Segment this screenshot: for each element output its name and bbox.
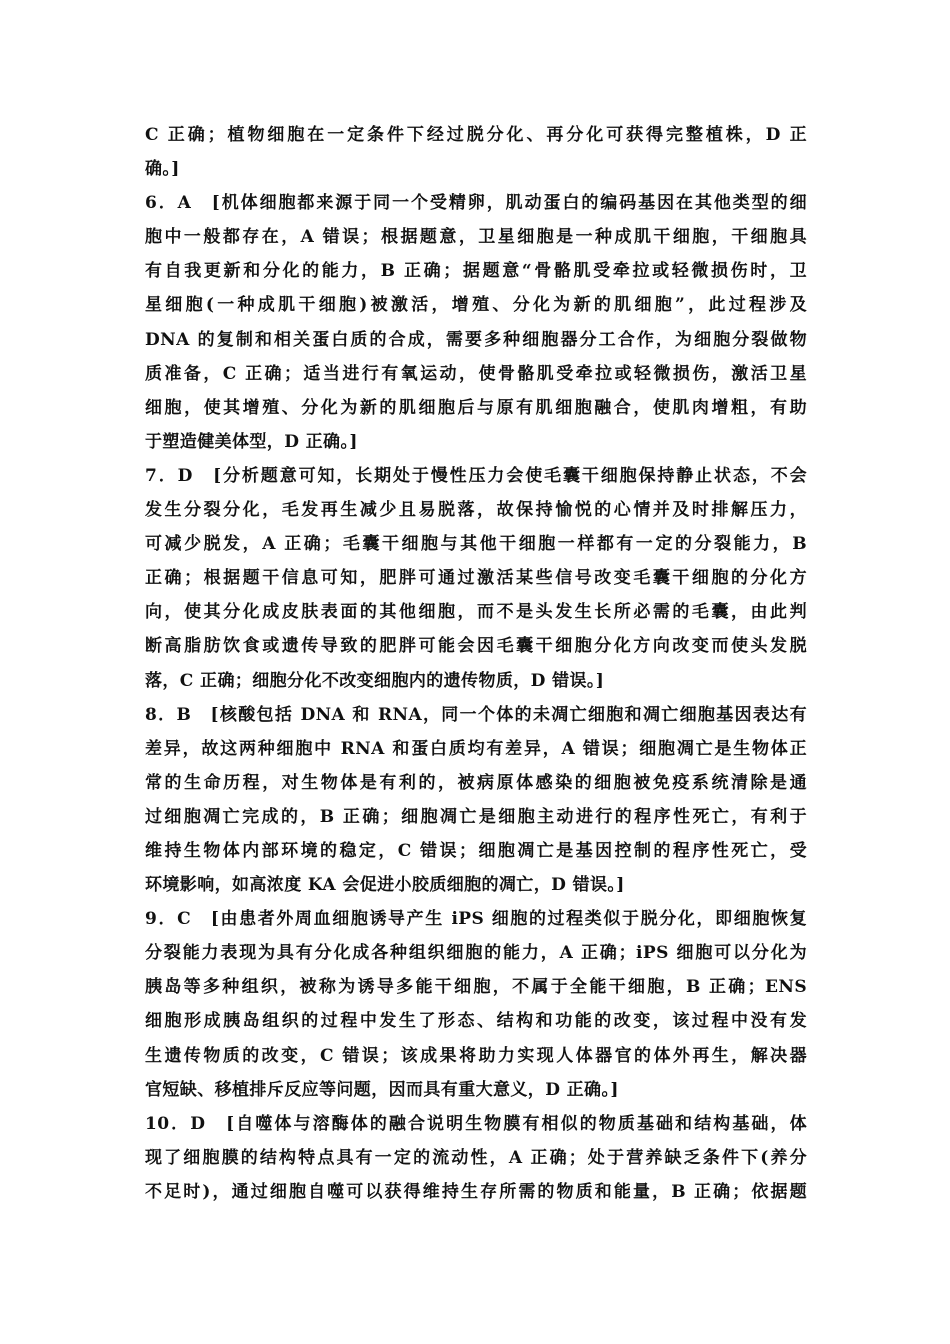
answer-text-block bbox=[145, 118, 807, 1209]
text-line-12: 发生分裂分化，毛发再生减少且易脱落，故保持愉悦的心情并及时排解压力， bbox=[145, 500, 807, 521]
text-line-18: 8．B [核酸包括 DNA 和 RNA，同一个体的未凋亡细胞和凋亡细胞基因表达有 bbox=[145, 704, 807, 725]
text-line-7: DNA 的复制和相关蛋白质的合成，需要多种细胞器分工合作，为细胞分裂做物 bbox=[145, 329, 807, 350]
text-line-24: 9．C [由患者外周血细胞诱导产生 iPS 细胞的过程类似于脱分化，即细胞恢复 bbox=[145, 909, 807, 930]
text-line-23: 环境影响，如高浓度 KA 会促进小胶质细胞的凋亡，D 错误。] bbox=[145, 875, 625, 896]
text-line-32: 不足时)，通过细胞自噬可以获得维持生存所需的物质和能量，B 正确；依据题 bbox=[145, 1181, 807, 1202]
text-line-31: 现了细胞膜的结构特点具有一定的流动性，A 正确；处于营养缺乏条件下(养分 bbox=[145, 1147, 807, 1168]
text-line-20: 常的生命历程，对生物体是有利的，被病原体感染的细胞被免疫系统清除是通 bbox=[145, 772, 807, 793]
text-line-30: 10．D [自噬体与溶酶体的融合说明生物膜有相似的物质基础和结构基础，体 bbox=[145, 1113, 807, 1134]
text-line-6: 星细胞(一种成肌干细胞)被激活，增殖、分化为新的肌细胞”，此过程涉及 bbox=[145, 295, 807, 316]
text-line-26: 胰岛等多种组织，被称为诱导多能干细胞，不属于全能干细胞，B 正确；ENS bbox=[145, 977, 807, 998]
text-line-15: 向，使其分化成皮肤表面的其他细胞，而不是头发生长所必需的毛囊，由此判 bbox=[145, 602, 807, 623]
text-line-27: 细胞形成胰岛组织的过程中发生了形态、结构和功能的改变，该过程中没有发 bbox=[145, 1011, 807, 1032]
text-line-10: 于塑造健美体型，D 正确。] bbox=[145, 431, 358, 452]
text-line-28: 生遗传物质的改变，C 错误；该成果将助力实现人体器官的体外再生，解决器 bbox=[145, 1045, 807, 1066]
text-line-9: 细胞，使其增殖、分化为新的肌细胞后与原有肌细胞融合，使肌肉增粗，有助 bbox=[145, 397, 807, 418]
text-line-14: 正确；根据题干信息可知，肥胖可通过激活某些信号改变毛囊干细胞的分化方 bbox=[145, 568, 807, 589]
text-line-13: 可减少脱发，A 正确；毛囊干细胞与其他干细胞一样都有一定的分裂能力，B bbox=[145, 534, 807, 555]
text-line-3: 6．A [机体细胞都来源于同一个受精卵，肌动蛋白的编码基因在其他类型的细 bbox=[145, 193, 807, 214]
text-line-1: C 正确；植物细胞在一定条件下经过脱分化、再分化可获得完整植株，D 正 bbox=[145, 125, 807, 145]
text-line-4: 胞中一般都存在，A 错误；根据题意，卫星细胞是一种成肌干细胞，干细胞具 bbox=[145, 227, 807, 248]
text-line-17: 落，C 正确；细胞分化不改变细胞内的遗传物质，D 错误。] bbox=[145, 670, 605, 691]
text-line-21: 过细胞凋亡完成的，B 正确；细胞凋亡是细胞主动进行的程序性死亡，有利于 bbox=[145, 806, 807, 827]
text-line-16: 断高脂肪饮食或遗传导致的肥胖可能会因毛囊干细胞分化方向改变而使头发脱 bbox=[145, 636, 807, 657]
text-line-5: 有自我更新和分化的能力，B 正确；据题意“骨骼肌受牵拉或轻微损伤时，卫 bbox=[145, 261, 807, 282]
text-line-22: 维持生物体内部环境的稳定，C 错误；细胞凋亡是基因控制的程序性死亡，受 bbox=[145, 840, 807, 861]
text-line-11: 7．D [分析题意可知，长期处于慢性压力会使毛囊干细胞保持静止状态，不会 bbox=[145, 465, 807, 486]
text-line-29: 官短缺、移植排斥反应等问题，因而具有重大意义，D 正确。] bbox=[145, 1079, 619, 1100]
text-line-25: 分裂能力表现为具有分化成各种组织细胞的能力，A 正确；iPS 细胞可以分化为 bbox=[145, 943, 807, 964]
text-line-19: 差异，故这两种细胞中 RNA 和蛋白质均有差异，A 错误；细胞凋亡是生物体正 bbox=[145, 738, 807, 759]
text-line-8: 质准备，C 正确；适当进行有氧运动，使骨骼肌受牵拉或轻微损伤，激活卫星 bbox=[145, 363, 807, 384]
text-line-2: 确。] bbox=[145, 159, 180, 180]
